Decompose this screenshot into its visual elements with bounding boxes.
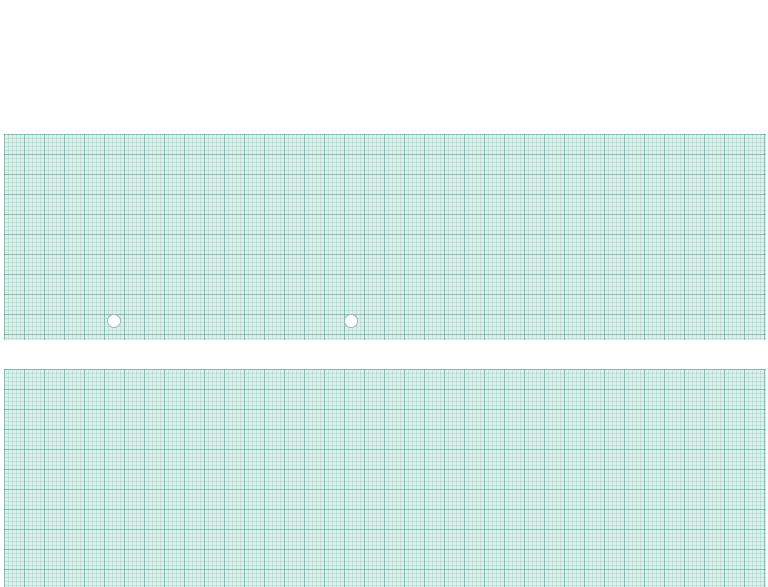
- ecg-strip-precordial-leads: [4, 369, 766, 587]
- paper-punch-hole: [344, 314, 358, 328]
- ecg-traces-limb: [4, 134, 766, 340]
- paper-punch-hole: [107, 314, 121, 328]
- ecg-traces-precordial: [4, 369, 766, 587]
- ecg-strip-limb-leads: [4, 134, 766, 340]
